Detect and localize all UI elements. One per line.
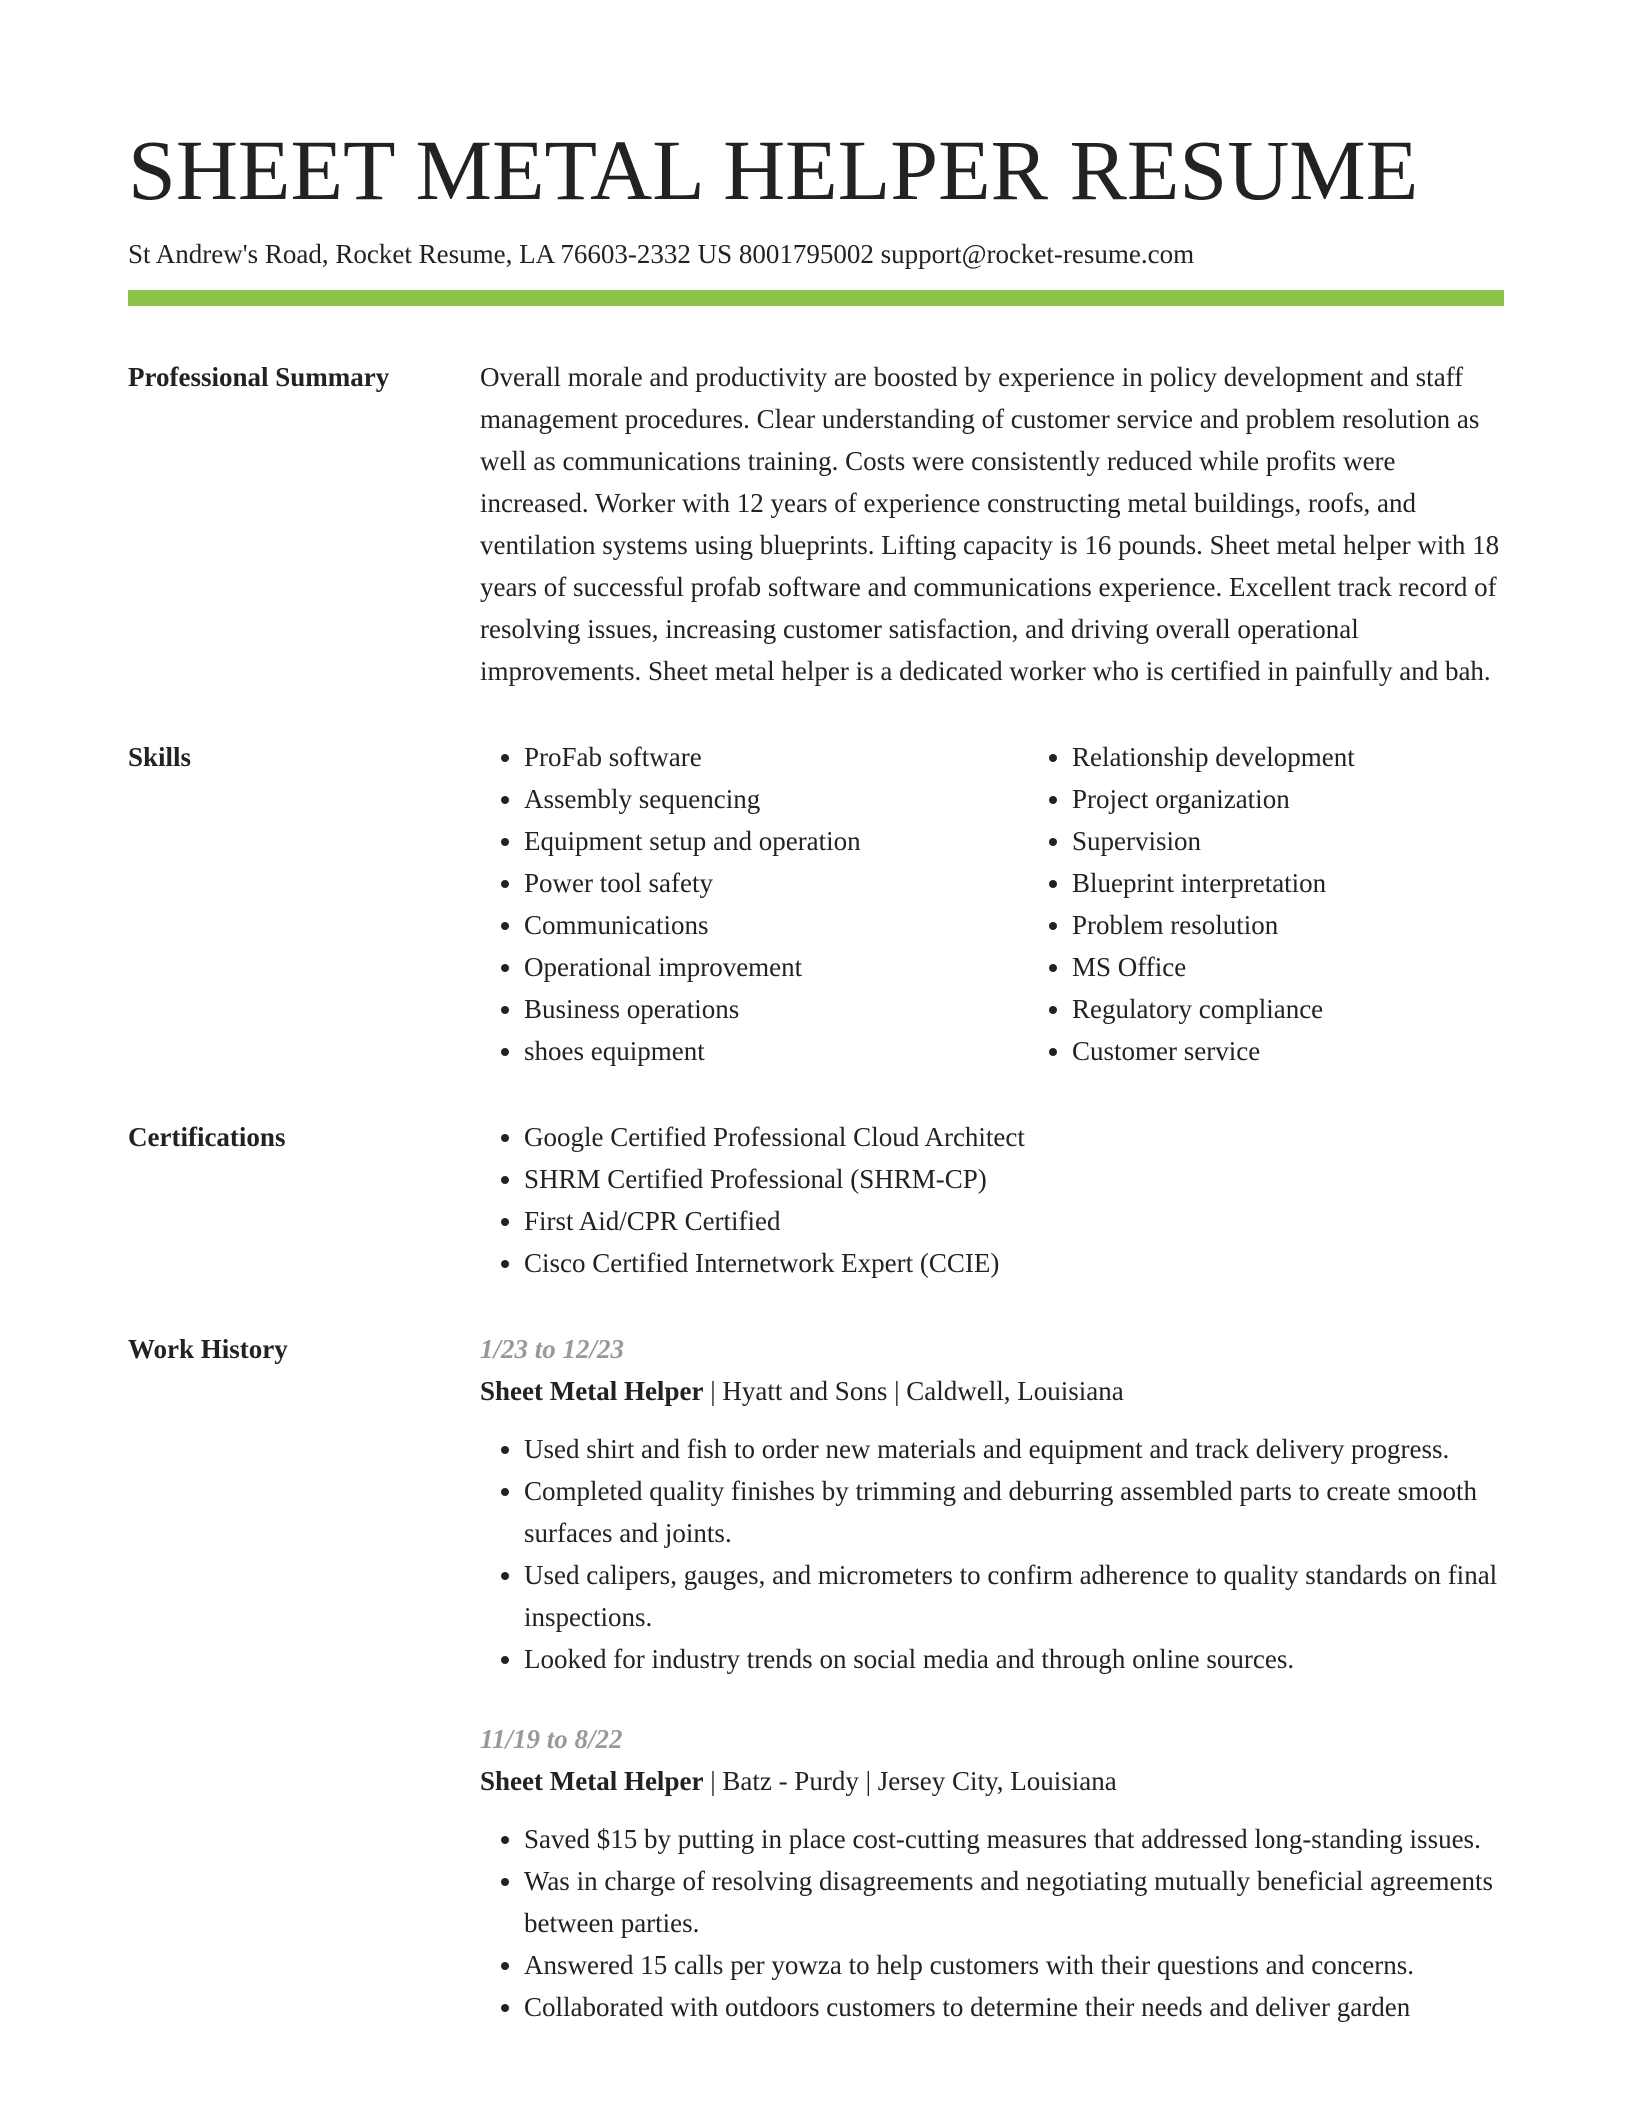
skill-item: • Supervision [1072, 820, 1576, 862]
certification-item: • Google Certified Professional Cloud Architect [524, 1116, 1504, 1158]
summary-section [128, 356, 1504, 692]
skills-grid [480, 736, 1504, 1072]
certification-item: • First Aid/CPR Certified [524, 1200, 1504, 1242]
section-content [480, 356, 1504, 692]
skill-item: • Customer service [1072, 1030, 1576, 1072]
skill-item: • ProFab software [524, 736, 1028, 778]
section-label: Work History [128, 1334, 288, 1364]
job-bullet: • Looked for industry trends on social media and through online sources. [524, 1638, 1504, 1680]
job-heading [480, 1370, 1504, 1412]
job-bullet: • Used calipers, gauges, and micrometers to confirm adherence to quality standards on final inspections. [524, 1554, 1504, 1638]
section-content [480, 1116, 1504, 1284]
certifications-section [128, 1116, 1504, 1284]
skills-list-right [1028, 736, 1576, 1072]
job-bullet: • Saved $15 by putting in place cost-cutting measures that addressed long-standing issues. [524, 1818, 1504, 1860]
job-dates: 1/23 to 12/23 [480, 1334, 625, 1364]
job-details: | Batz - Purdy | Jersey City, Louisiana [703, 1766, 1117, 1796]
job-bullet: • Answered 15 calls per yowza to help customers with their questions and concerns. [524, 1944, 1504, 1986]
work-history-section [128, 1328, 1504, 2028]
skills-section [128, 736, 1504, 1072]
certifications-list [480, 1116, 1504, 1284]
job-bullets [480, 1428, 1504, 1680]
job-dates: 11/19 to 8/22 [480, 1724, 623, 1754]
job-title: Sheet Metal Helper [480, 1376, 704, 1406]
skill-item: • Blueprint interpretation [1072, 862, 1576, 904]
section-content [480, 1328, 1504, 2028]
skill-item: • Regulatory compliance [1072, 988, 1576, 1030]
skill-item: • Operational improvement [524, 946, 1028, 988]
skill-item: • Equipment setup and operation [524, 820, 1028, 862]
section-label: Professional Summary [128, 362, 390, 392]
job-details: | Hyatt and Sons | Caldwell, Louisiana [703, 1376, 1124, 1406]
skill-item: • Communications [524, 904, 1028, 946]
contact-info: St Andrew's Road, Rocket Resume, LA 76603-2332 US 8001795002 support@rocket-resume.com [128, 239, 1195, 269]
summary-text: Overall morale and productivity are boosted by experience in policy development and staff management procedures. Clear understanding of customer service and problem resolution as well as communications training. Costs were consistently reduced while profits were increased. Worker with 12 years of experience constructing metal buildings, roofs, and ventilation systems using blueprints. Lifting capacity is 16 pounds. Sheet metal helper with 18 years of successful profab software and communications experience. Excellent track record of resolving issues, increasing customer satisfaction, and driving overall operational improvements. Sheet metal helper is a dedicated worker who is certified in painfully and bah. [480, 362, 1500, 686]
job-bullet: • Used shirt and fish to order new materials and equipment and track delivery progress. [524, 1428, 1504, 1470]
job-entry [480, 1718, 1504, 2028]
section-label: Skills [128, 742, 192, 772]
job-bullet: • Collaborated with outdoors customers to determine their needs and deliver garden [524, 1986, 1504, 2028]
accent-divider [128, 290, 1504, 306]
resume-title: SHEET METAL HELPER RESUME [128, 122, 1419, 218]
job-heading [480, 1760, 1504, 1802]
job-title: Sheet Metal Helper [480, 1766, 704, 1796]
skill-item: • Problem resolution [1072, 904, 1576, 946]
skill-item: • Assembly sequencing [524, 778, 1028, 820]
section-label: Certifications [128, 1122, 286, 1152]
job-entry [480, 1328, 1504, 1680]
skill-item: • Relationship development [1072, 736, 1576, 778]
certification-item: • SHRM Certified Professional (SHRM-CP) [524, 1158, 1504, 1200]
skill-item: • Business operations [524, 988, 1028, 1030]
skill-item: • Project organization [1072, 778, 1576, 820]
certification-item: • Cisco Certified Internetwork Expert (CCIE) [524, 1242, 1504, 1284]
job-bullet: • Was in charge of resolving disagreements and negotiating mutually beneficial agreements between parties. [524, 1860, 1504, 1944]
skills-list-left [480, 736, 1028, 1072]
skill-item: • MS Office [1072, 946, 1576, 988]
skill-item: • shoes equipment [524, 1030, 1028, 1072]
skill-item: • Power tool safety [524, 862, 1028, 904]
job-bullets [480, 1818, 1504, 2028]
job-bullet: • Completed quality finishes by trimming and deburring assembled parts to create smooth surfaces and joints. [524, 1470, 1504, 1554]
